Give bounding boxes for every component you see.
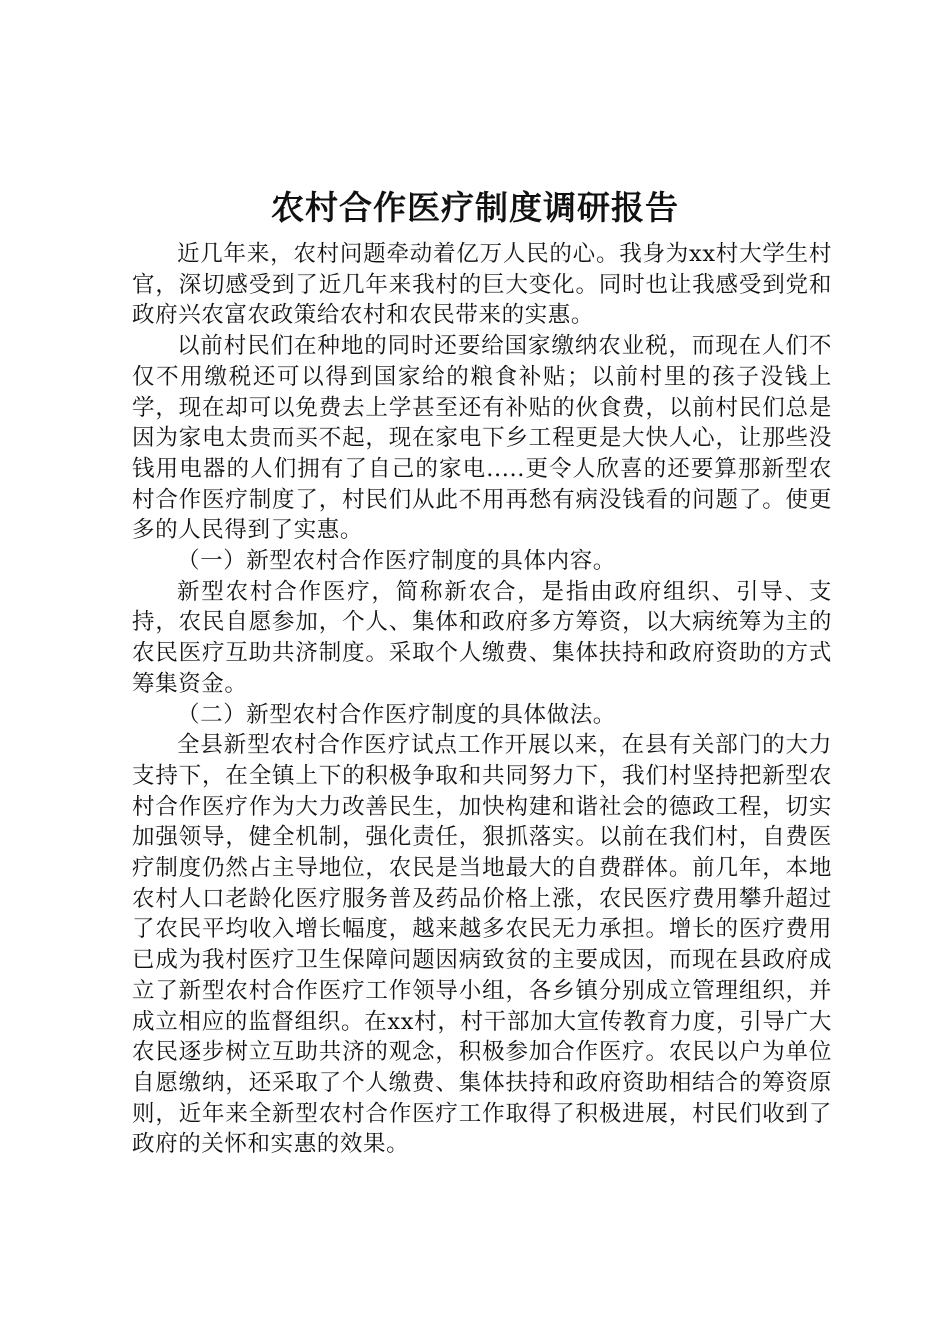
document-body	[132, 239, 832, 1160]
paragraph-definition: 新型农村合作医疗，简称新农合，是指由政府组织、引导、支持，农民自愿参加，个人、集体和政府多方筹资，以大病统筹为主的农民医疗互助共济制度。采取个人缴费、集体扶持和政府资助的方式筹集资金。	[132, 578, 832, 697]
document-title: 农村合作医疗制度调研报告	[271, 188, 679, 227]
section-heading-practice: （二）新型农村合作医疗制度的具体做法。	[177, 701, 616, 728]
paragraph-changes: 以前村民们在种地的同时还要给国家缴纳农业税，而现在人们不仅不用缴税还可以得到国家给的粮食补贴；以前村里的孩子没钱上学，现在却可以免费去上学甚至还有补贴的伙食费，以前村民们总是因为家电太贵而买不起，现在家电下乡工程更是大快人心，让那些没钱用电器的人们拥有了自己的家电.....更令人欣喜的还要算那新型农村合作医疗制度了，村民们从此不用再愁有病没钱看的问题了。使更多的人民得到了实惠。	[132, 333, 832, 544]
paragraph-intro: 近几年来，农村问题牵动着亿万人民的心。我身为xx村大学生村官，深切感受到了近几年来我村的巨大变化。同时也让我感受到党和政府兴农富农政策给农村和农民带来的实惠。	[132, 241, 832, 329]
section-heading-content: （一）新型农村合作医疗制度的具体内容。	[177, 548, 616, 575]
paragraph-practice: 全县新型农村合作医疗试点工作开展以来，在县有关部门的大力支持下，在全镇上下的积极争取和共同努力下，我们村坚持把新型农村合作医疗作为大力改善民生，加快构建和谐社会的德政工程，切实加强领导，健全机制，强化责任，狠抓落实。以前在我们村，自费医疗制度仍然占主导地位，农民是当地最大的自费群体。前几年，本地农村人口老龄化医疗服务普及药品价格上涨，农民医疗费用攀升超过了农民平均收入增长幅度，越来越多农民无力承担。增长的医疗费用已成为我村医疗卫生保障问题因病致贫的主要成因，而现在县政府成立了新型农村合作医疗工作领导小组，各乡镇分别成立管理组织，并成立相应的监督组织。在xx村，村干部加大宣传教育力度，引导广大农民逐步树立互助共济的观念，积极参加合作医疗。农民以户为单位自愿缴纳，还采取了个人缴费、集体扶持和政府资助相结合的筹资原则，近年来全新型农村合作医疗工作取得了积极进展，村民们收到了政府的关怀和实惠的效果。	[132, 732, 832, 1158]
